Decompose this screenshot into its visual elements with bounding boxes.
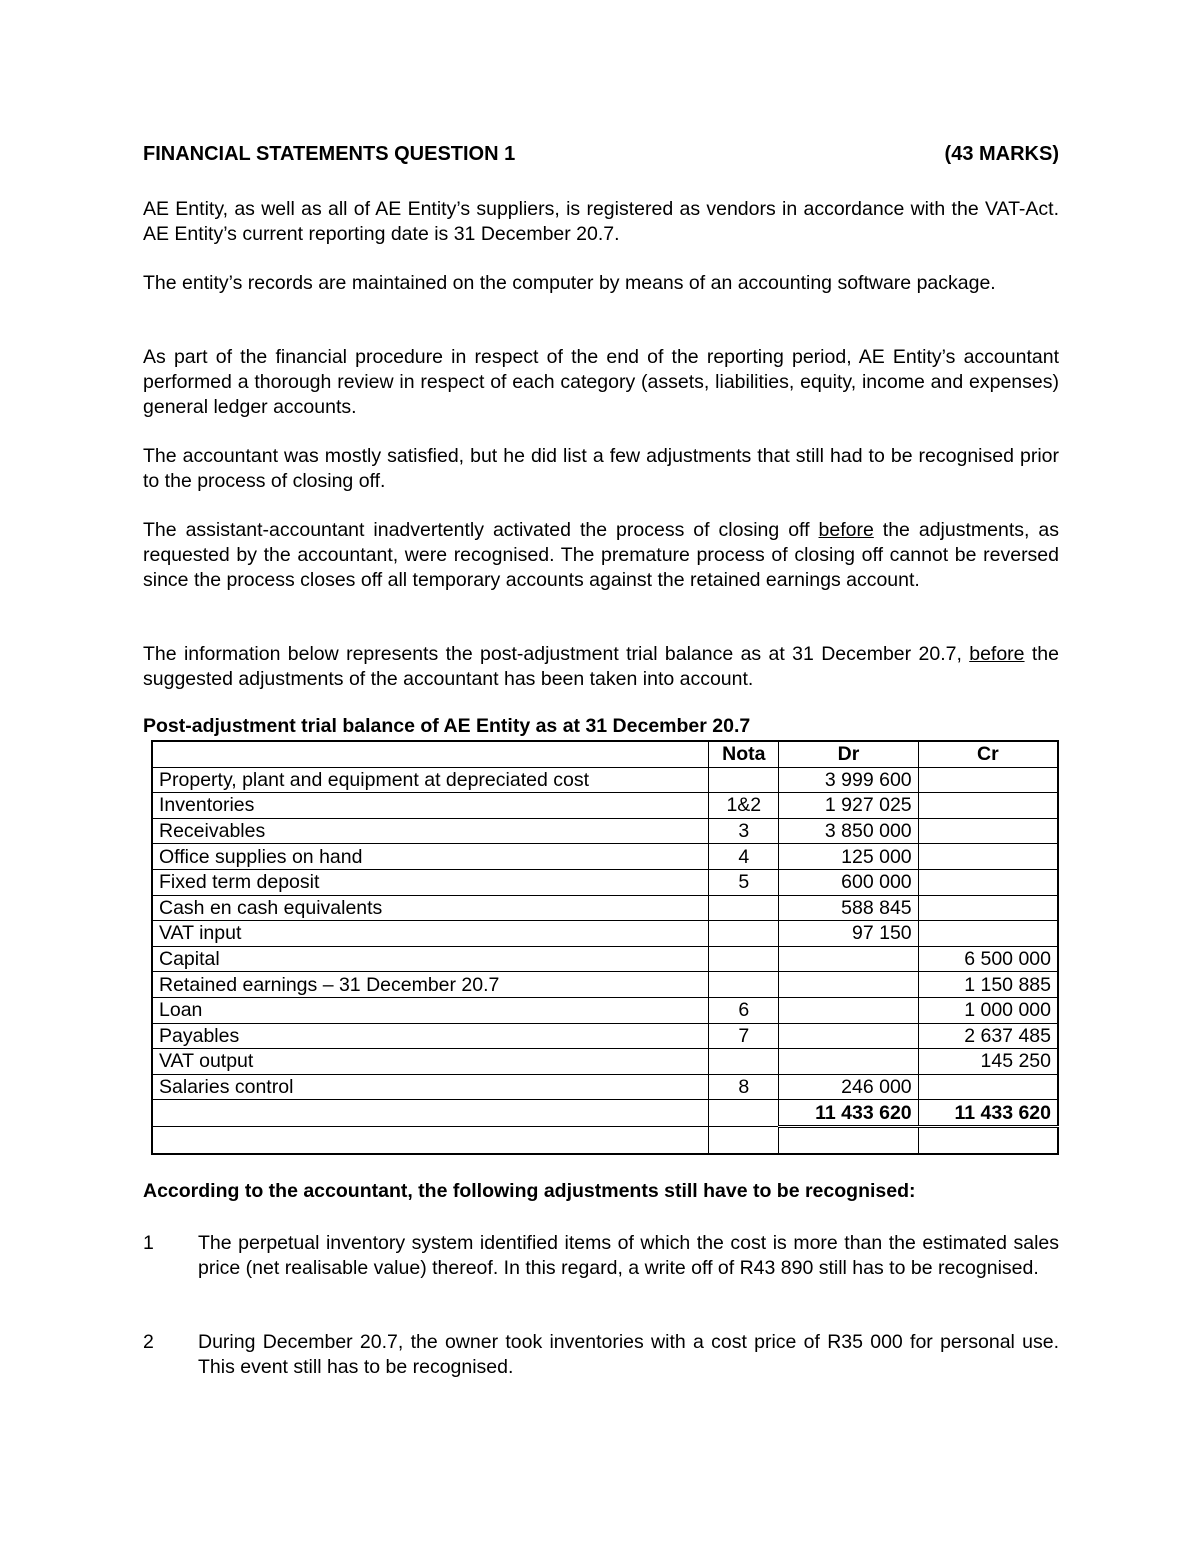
table-row [152,1074,1058,1100]
adjustments-title: According to the accountant, the following adjustments still have to be recognised: [143,1180,916,1202]
row-cr [918,844,1058,870]
adjustment-text: The perpetual inventory system identified items of which the cost is more than the estimated sales price (net realisable value) thereof. In this regard, a write off of R43 890 still has to be recognised. [198,1232,1059,1279]
trial-balance-title: Post-adjustment trial balance of AE Entity as at 31 December 20.7 [143,715,751,737]
paragraph-closing-off-a: The assistant-accountant inadvertently activated the process of closing off [143,519,819,541]
underlined-before: before [969,643,1025,665]
total-row [152,1100,1058,1127]
row-note: 3 [709,818,779,844]
row-note: 1&2 [709,793,779,819]
table-row [152,1049,1058,1075]
empty-cell [779,1126,918,1153]
row-desc: Inventories [152,793,709,819]
table-row [152,1023,1058,1049]
paragraph-records: The entity’s records are maintained on the computer by means of an accounting software package. [143,272,996,294]
row-desc: Capital [152,946,709,972]
table-row [152,844,1058,870]
header-cr: Cr [918,741,1058,767]
paragraph-satisfied: The accountant was mostly satisfied, but he did list a few adjustments that still had to be recognised prior to the process of closing off. [143,445,1059,492]
row-desc: Receivables [152,818,709,844]
empty-cell [152,1126,709,1153]
row-desc: VAT input [152,921,709,947]
row-dr: 97 150 [779,921,918,947]
table-header-row [152,741,1058,767]
row-cr [918,869,1058,895]
row-desc: Fixed term deposit [152,869,709,895]
total-dr: 11 433 620 [779,1100,918,1127]
table-row [152,869,1058,895]
row-desc: Loan [152,997,709,1023]
table-row [152,921,1058,947]
row-note [709,1049,779,1075]
row-note [709,972,779,998]
row-desc: Salaries control [152,1074,709,1100]
table-row [152,946,1058,972]
empty-cell [918,1126,1058,1153]
row-cr: 145 250 [918,1049,1058,1075]
row-dr [779,946,918,972]
table-row [152,972,1058,998]
row-note [709,946,779,972]
question-header [143,143,1059,166]
row-cr [918,793,1058,819]
row-dr [779,972,918,998]
adjustment-item [143,1330,1059,1380]
row-desc: Office supplies on hand [152,844,709,870]
trial-balance-table [151,740,1059,1155]
row-cr [918,1074,1058,1100]
row-desc: VAT output [152,1049,709,1075]
row-dr: 600 000 [779,869,918,895]
row-desc: Retained earnings – 31 December 20.7 [152,972,709,998]
empty-row [152,1126,1058,1153]
row-desc: Cash en cash equivalents [152,895,709,921]
paragraph-vat: AE Entity, as well as all of AE Entity’s suppliers, is registered as vendors in accordance with the VAT-Act. AE Entity’s current reporting date is 31 December 20.7. [143,198,1059,245]
adjustment-item [143,1231,1059,1281]
row-note: 4 [709,844,779,870]
header-dr: Dr [779,741,918,767]
row-cr: 2 637 485 [918,1023,1058,1049]
row-note: 8 [709,1074,779,1100]
row-dr: 1 927 025 [779,793,918,819]
paragraph-info-b: the suggested adjustments of the accountant has been taken into account. [143,643,1059,690]
row-note [709,921,779,947]
row-cr [918,895,1058,921]
row-dr [779,997,918,1023]
paragraph-info [143,642,1059,692]
table-row [152,767,1058,793]
row-note: 6 [709,997,779,1023]
row-cr [918,818,1058,844]
row-dr [779,1049,918,1075]
total-note [709,1100,779,1127]
paragraph-review: As part of the financial procedure in respect of the end of the reporting period, AE Entity’s accountant performed a thorough review in respect of each category (assets, liabilities, equity, income and expenses) general ledger accounts. [143,346,1059,418]
row-note: 7 [709,1023,779,1049]
header-note: Nota [709,741,779,767]
row-dr: 125 000 [779,844,918,870]
row-cr [918,767,1058,793]
paragraph-closing-off [143,518,1059,593]
total-desc [152,1100,709,1127]
row-dr [779,1023,918,1049]
empty-cell [709,1126,779,1153]
row-cr: 6 500 000 [918,946,1058,972]
row-cr: 1 000 000 [918,997,1058,1023]
row-dr: 588 845 [779,895,918,921]
row-cr: 1 150 885 [918,972,1058,998]
table-row [152,818,1058,844]
total-cr: 11 433 620 [918,1100,1058,1127]
header-desc [152,741,709,767]
table-row [152,997,1058,1023]
paragraph-info-a: The information below represents the post-adjustment trial balance as at 31 December 20.7, [143,643,970,665]
row-dr: 3 999 600 [779,767,918,793]
adjustment-number: 2 [143,1331,154,1353]
row-note: 5 [709,869,779,895]
row-dr: 3 850 000 [779,818,918,844]
underlined-before: before [818,519,874,541]
row-note [709,767,779,793]
question-marks: (43 MARKS) [944,143,1059,165]
row-dr: 246 000 [779,1074,918,1100]
row-desc: Payables [152,1023,709,1049]
row-cr [918,921,1058,947]
paragraph-closing-off-b: the adjustments, as requested by the accountant, were recognised. The premature process of closing off cannot be reversed since the process closes off all temporary accounts against the retained earnings account. [143,519,1059,591]
table-row [152,793,1058,819]
question-title: FINANCIAL STATEMENTS QUESTION 1 [143,143,516,165]
row-note [709,895,779,921]
table-row [152,895,1058,921]
adjustment-text: During December 20.7, the owner took inventories with a cost price of R35 000 for personal use. This event still has to be recognised. [198,1331,1059,1378]
adjustment-number: 1 [143,1232,154,1254]
row-desc: Property, plant and equipment at depreciated cost [152,767,709,793]
